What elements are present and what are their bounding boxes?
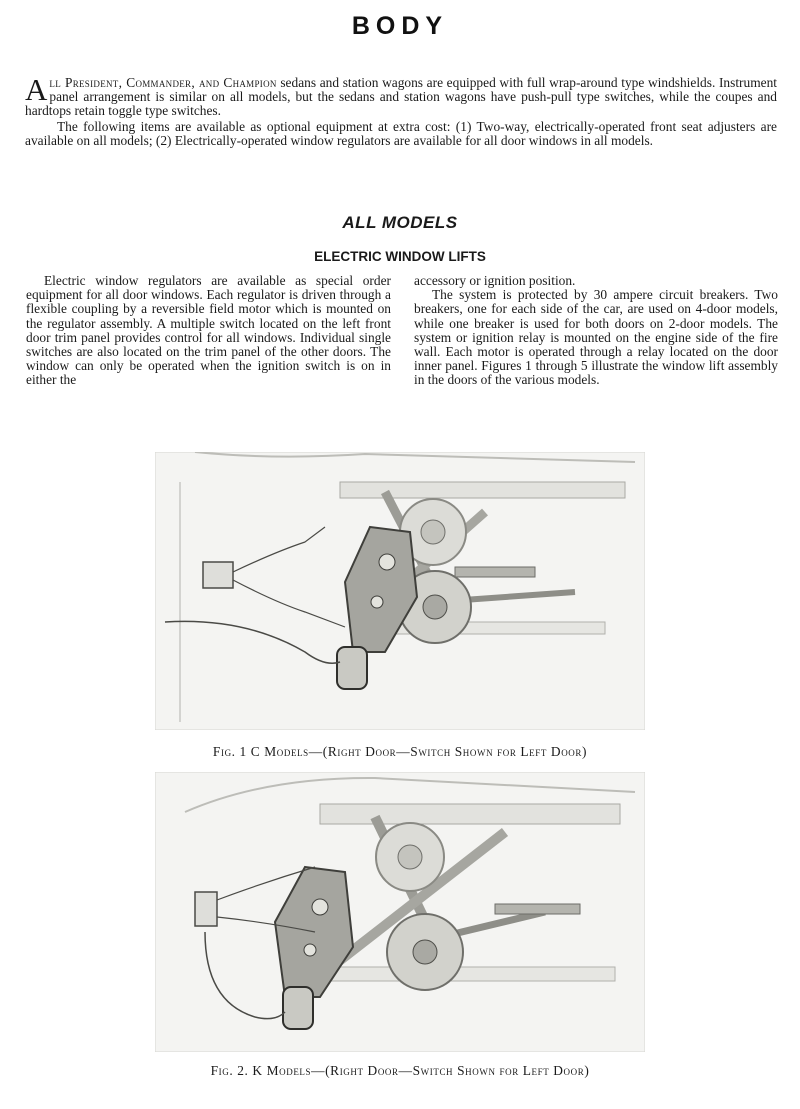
left-column xyxy=(26,274,391,388)
right-paragraph: The system is protected by 30 ampere circuit breakers. Two breakers, one for each side of the car, are used on 4-door models, while one breaker is used for both doors on 2-door models. The system or ignition relay is mounted on the engine side of the fire wall. Each motor is operated through a relay located on the door inner panel. Figures 1 through 5 illustrate the window lift assembly in the doors of the various models. xyxy=(414,287,778,388)
model-names: ll President, Commander, and Champion xyxy=(49,75,277,90)
subsection-heading: ELECTRIC WINDOW LIFTS xyxy=(314,249,486,264)
intro-paragraph-1-text: sedans and station wagons are equipped with full wrap-around type windshields. Instrument panel arrangement is similar on all models, but the sedans and station wagons have push-pull type switches, while the coupes and hardtops retain toggle type switches. xyxy=(25,75,777,119)
page-title: BODY xyxy=(351,12,449,40)
figure-1-image xyxy=(155,452,645,730)
right-paragraph-continued: accessory or ignition position. xyxy=(414,273,576,288)
intro-paragraph-2: The following items are available as optional equipment at extra cost: (1) Two-way, electrically-operated front seat adjusters are available on all models; (2) Electrically-operated window regulators are available for all door windows in all models. xyxy=(25,118,777,148)
figure-2-image xyxy=(155,772,645,1052)
intro-text xyxy=(25,72,777,148)
intro-paragraph-1 xyxy=(25,72,777,119)
section-heading: ALL MODELS xyxy=(342,213,458,232)
figure-2-caption: Fig. 2. K Models—(Right Door—Switch Shown for Left Door) xyxy=(210,1063,590,1078)
left-paragraph: Electric window regulators are available as special order equipment for all door windows. Each regulator is driven through a flexible coupling by a reversible field motor which is mounted on the regulator assembly. A multiple switch located on the left front door trim panel provides control for all windows. Individual single switches are also located on the trim panel of the other doors. The window can only be operated when the ignition switch is on in either the xyxy=(26,273,391,388)
figure-1-caption: Fig. 1 C Models—(Right Door—Switch Shown for Left Door) xyxy=(212,744,588,759)
drop-cap: A xyxy=(25,72,48,107)
right-column xyxy=(414,274,778,388)
